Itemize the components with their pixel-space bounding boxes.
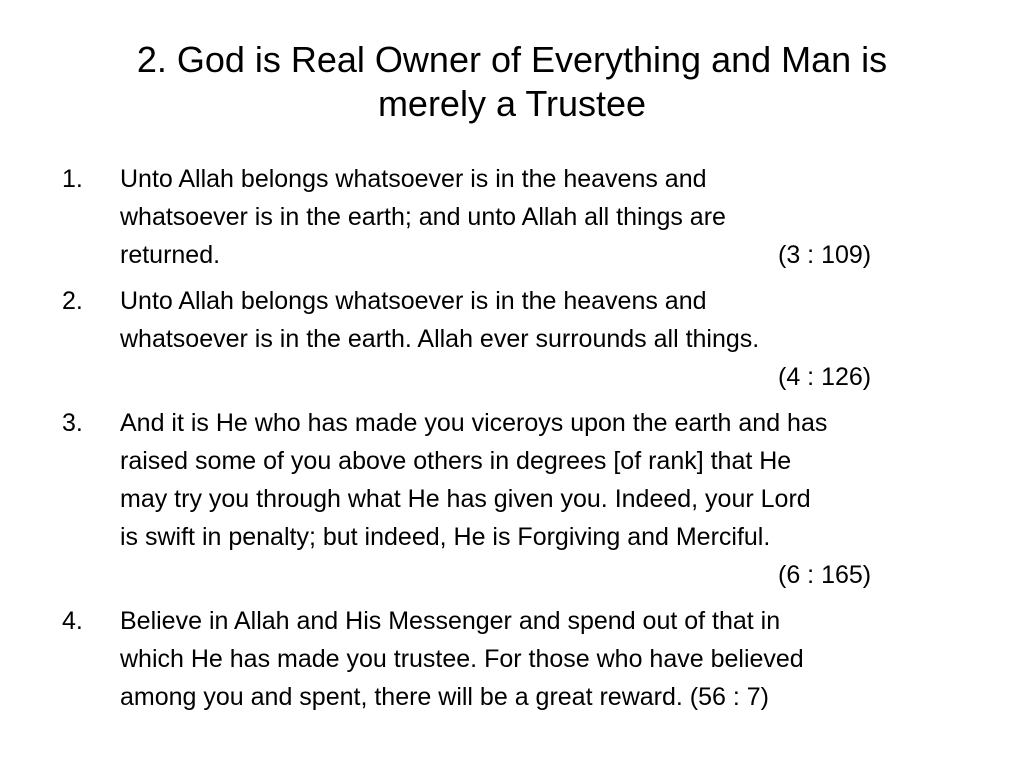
verse-list — [56, 160, 976, 724]
list-item — [56, 602, 976, 716]
item-text-line: whatsoever is in the earth. Allah ever surrounds all things. — [120, 325, 760, 353]
slide-title — [40, 38, 984, 126]
title-line-1: 2. God is Real Owner of Everything and Man is — [136, 39, 888, 80]
verse-reference: (6 : 165) — [778, 561, 872, 589]
item-text-line: Believe in Allah and His Messenger and spend out of that in — [120, 607, 781, 635]
item-number: 2. — [62, 287, 83, 315]
reference-line — [120, 358, 976, 396]
item-number: 1. — [62, 165, 83, 193]
item-text-line: Unto Allah belongs whatsoever is in the heavens and — [120, 287, 707, 315]
item-text-line: raised some of you above others in degrees [of rank] that He — [120, 447, 792, 475]
item-text-line: among you and spent, there will be a great reward. (56 : 7) — [120, 683, 769, 711]
item-number: 4. — [62, 607, 83, 635]
item-number: 3. — [62, 409, 83, 437]
title-line-2: merely a Trustee — [377, 83, 647, 124]
item-text-line: And it is He who has made you viceroys upon the earth and has — [120, 409, 828, 437]
item-text-line: may try you through what He has given you. Indeed, your Lord — [120, 485, 811, 513]
item-text-line: Unto Allah belongs whatsoever is in the heavens and — [120, 165, 707, 193]
item-text-line: which He has made you trustee. For those who have believed — [120, 645, 804, 673]
item-text-line: returned. — [120, 241, 221, 269]
item-text-line: is swift in penalty; but indeed, He is Forgiving and Merciful. — [120, 523, 771, 551]
verse-reference: (3 : 109) — [778, 241, 872, 269]
reference-line — [120, 556, 976, 594]
item-text-line-with-ref — [120, 236, 976, 274]
list-item — [56, 404, 976, 594]
verse-reference: (4 : 126) — [778, 363, 872, 391]
list-item — [56, 282, 976, 396]
list-item — [56, 160, 976, 274]
item-text-line: whatsoever is in the earth; and unto Allah all things are — [120, 203, 726, 231]
